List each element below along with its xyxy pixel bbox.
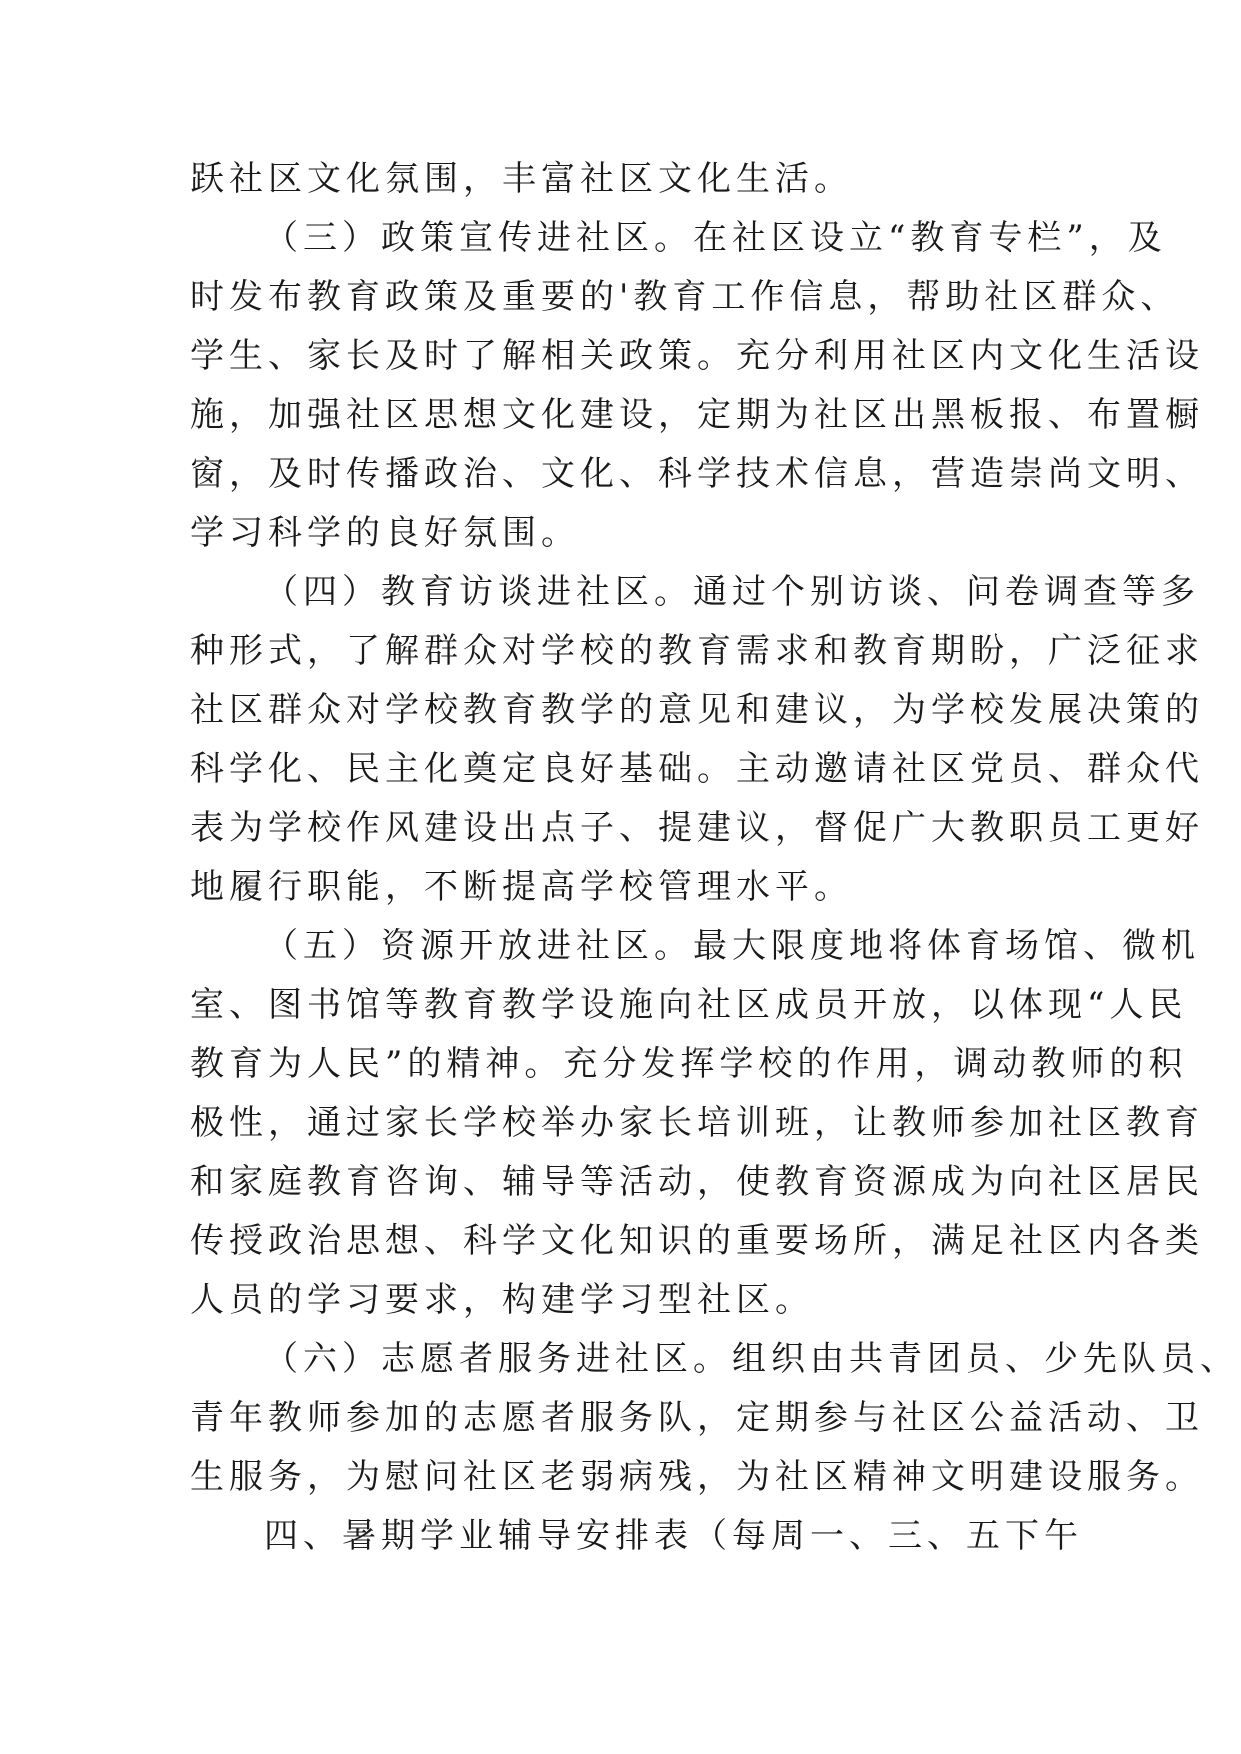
- text-line: 地履行职能，不断提高学校管理水平。: [190, 867, 853, 907]
- paragraph-heading-line: （五）资源开放进社区。最大限度地将体育场馆、微机: [264, 926, 1200, 966]
- text-line: 种形式，了解群众对学校的教育需求和教育期盼，广泛征求: [190, 631, 1204, 671]
- text-line: 窗，及时传播政治、文化、科学技术信息，营造崇尚文明、: [190, 454, 1204, 494]
- text-line: 科学化、民主化奠定良好基础。主动邀请社区党员、群众代: [190, 749, 1204, 789]
- text-line: 传授政治思想、科学文化知识的重要场所，满足社区内各类: [190, 1221, 1204, 1261]
- body-text: [190, 150, 1239, 1566]
- text-line: 施，加强社区思想文化建设，定期为社区出黑板报、布置橱: [190, 395, 1204, 435]
- text-line: 人员的学习要求，构建学习型社区。: [190, 1280, 814, 1320]
- paragraph-heading-line: （四）教育访谈进社区。通过个别访谈、问卷调查等多: [264, 572, 1200, 612]
- paragraph-heading-line: （六）志愿者服务进社区。组织由共青团员、少先队员、: [264, 1339, 1239, 1379]
- text-line: 跃社区文化氛围，丰富社区文化生活。: [190, 159, 853, 199]
- section-heading-line: 四、暑期学业辅导安排表（每周一、三、五下午: [264, 1516, 1083, 1556]
- text-line: 生服务，为慰问社区老弱病残，为社区精神文明建设服务。: [190, 1457, 1204, 1497]
- text-line: 社区群众对学校教育教学的意见和建议，为学校发展决策的: [190, 690, 1204, 730]
- text-line: 教育为人民”的精神。充分发挥学校的作用，调动教师的积: [190, 1044, 1188, 1084]
- text-line: 时发布教育政策及重要的'教育工作信息，帮助社区群众、: [190, 277, 1180, 317]
- text-line: 表为学校作风建设出点子、提建议，督促广大教职员工更好: [190, 808, 1204, 848]
- text-line: 极性，通过家长学校举办家长培训班，让教师参加社区教育: [190, 1103, 1204, 1143]
- text-line: 学习科学的良好氛围。: [190, 513, 580, 553]
- text-line: 学生、家长及时了解相关政策。充分利用社区内文化生活设: [190, 336, 1204, 376]
- text-line: 室、图书馆等教育教学设施向社区成员开放，以体现“人民: [190, 985, 1188, 1025]
- paragraph-heading-line: （三）政策宣传进社区。在社区设立“教育专栏”，及: [264, 218, 1167, 258]
- text-line: 和家庭教育咨询、辅导等活动，使教育资源成为向社区居民: [190, 1162, 1204, 1202]
- text-line: 青年教师参加的志愿者服务队，定期参与社区公益活动、卫: [190, 1398, 1204, 1438]
